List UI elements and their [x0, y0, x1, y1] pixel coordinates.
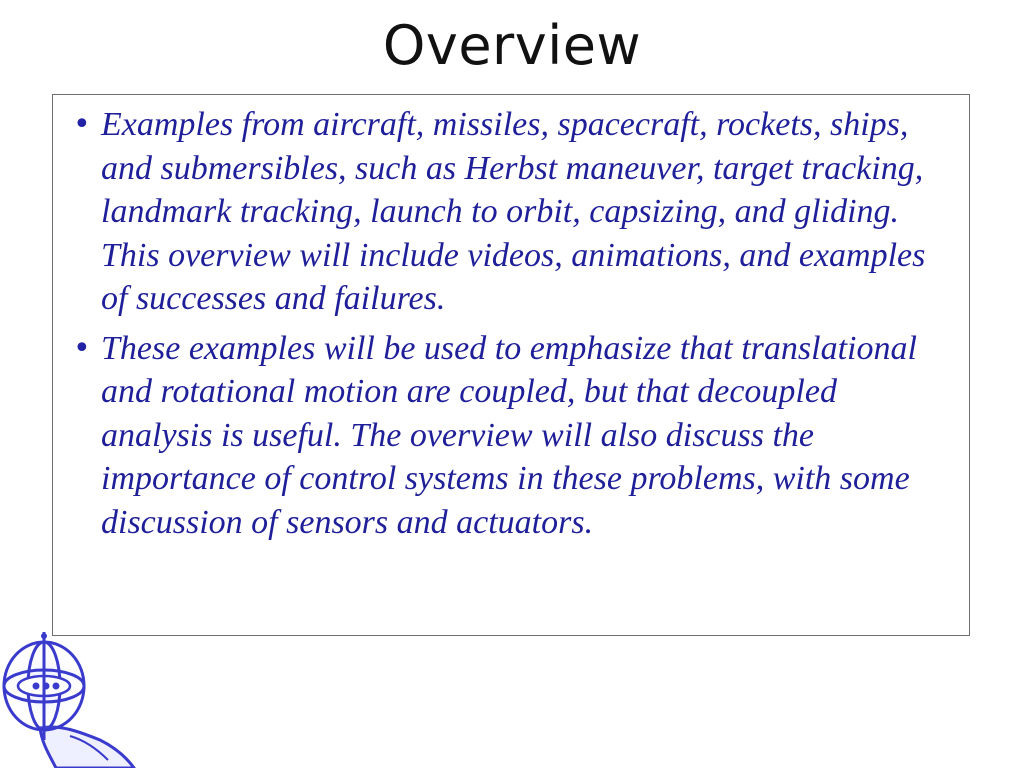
bullet-item	[73, 327, 935, 545]
bullet-text-emphasis: These examples will be used to emphasize that translational and rotational motion are coupled, but that decoupled analysis is useful. The overview will also discuss the importance of control systems in these problems, with some discussion of sensors and actuators.	[101, 329, 917, 541]
hand-shape	[40, 727, 134, 768]
slide-title: Overview	[382, 14, 642, 77]
bullet-dot-icon: •	[73, 107, 91, 142]
gyroscope-logo-icon	[0, 628, 140, 768]
content-box	[52, 94, 970, 636]
bullet-text-examples: Examples from aircraft, missiles, spacecraft, rockets, ships, and submersibles, such as Herbst maneuver, target tracking, landmark tracking, launch to orbit, capsizing, and gliding. This overview will include videos, animations, and examples of successes and failures.	[101, 106, 926, 317]
bullet-dot-icon: •	[73, 330, 91, 366]
gyroscope-logo-svg	[0, 628, 140, 768]
bullet-item	[73, 103, 935, 321]
bullet-list	[53, 95, 969, 544]
